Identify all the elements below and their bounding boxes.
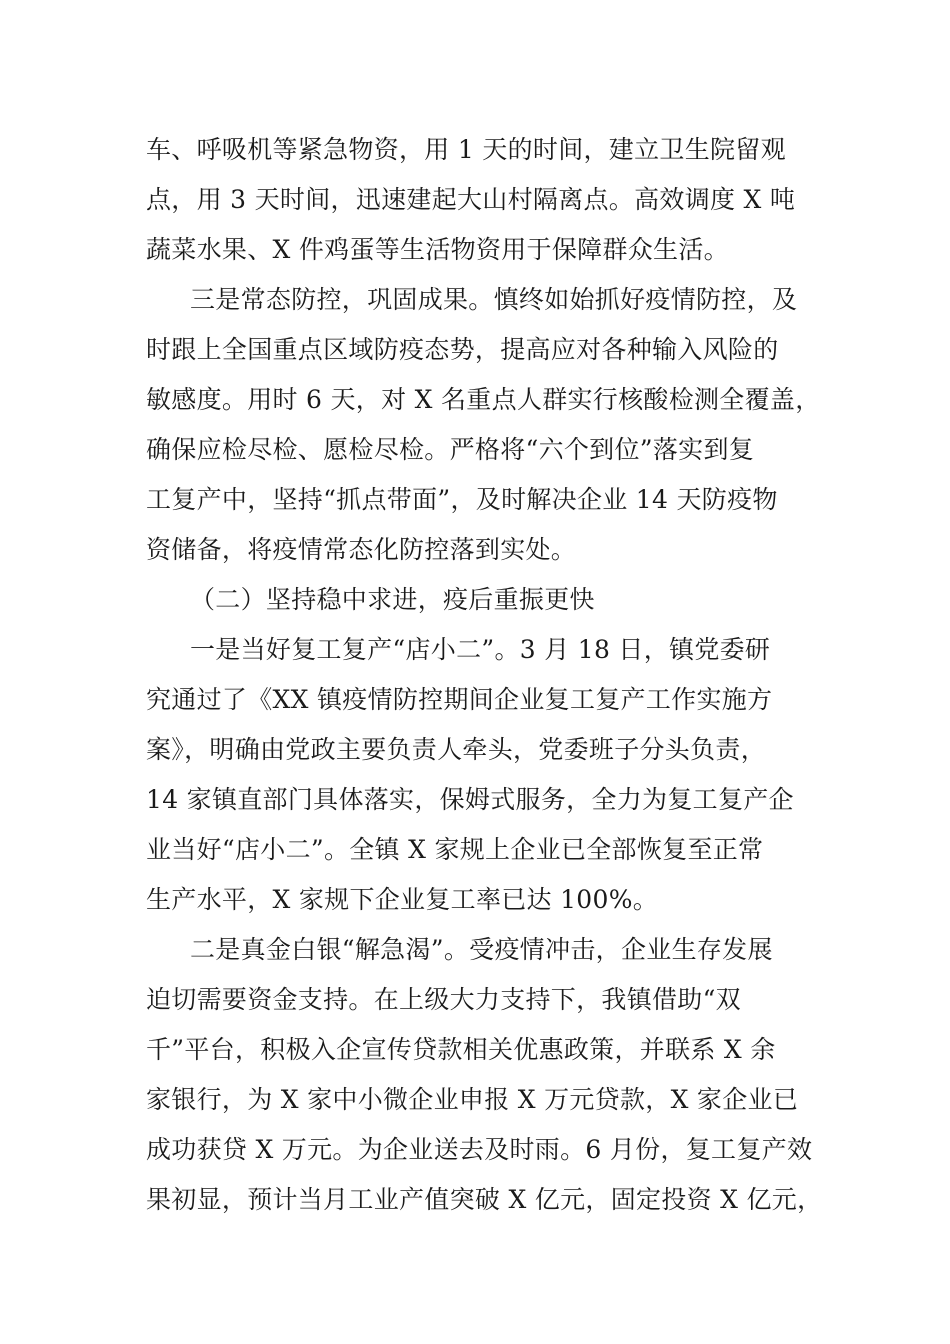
- paragraph-start-line: 三是常态防控，巩固成果。慎终如始抓好疫情防控，及: [190, 285, 798, 314]
- text-line: 工复产中，坚持“抓点带面”，及时解决企业 14 天防疫物: [146, 485, 778, 514]
- text-line: 成功获贷 X 万元。为企业送去及时雨。6 月份，复工复产效: [146, 1135, 813, 1164]
- text-line: 点，用 3 天时间，迅速建起大山村隔离点。高效调度 X 吨: [146, 185, 796, 214]
- text-line: 敏感度。用时 6 天，对 X 名重点人群实行核酸检测全覆盖，: [146, 385, 821, 414]
- section-heading: （二）坚持稳中求进，疫后重振更快: [190, 585, 595, 614]
- text-line: 迫切需要资金支持。在上级大力支持下，我镇借助“双: [146, 985, 741, 1014]
- text-line: 生产水平，X 家规下企业复工率已达 100%。: [146, 885, 659, 914]
- text-line: 蔬菜水果、X 件鸡蛋等生活物资用于保障群众生活。: [146, 235, 729, 264]
- text-line: 业当好“店小二”。全镇 X 家规上企业已全部恢复至正常: [146, 835, 764, 864]
- text-line: 时跟上全国重点区域防疫态势，提高应对各种输入风险的: [146, 335, 779, 364]
- paragraph-start-line: 二是真金白银“解急渴”。受疫情冲击，企业生存发展: [190, 935, 773, 964]
- text-line: 资储备，将疫情常态化防控落到实处。: [146, 535, 577, 564]
- text-line: 究通过了《XX 镇疫情防控期间企业复工复产工作实施方: [146, 685, 773, 714]
- text-line: 案》，明确由党政主要负责人牵头，党委班子分头负责，: [146, 735, 767, 764]
- text-line: 千”平台，积极入企宣传贷款相关优惠政策，并联系 X 余: [146, 1035, 776, 1064]
- text-line: 家银行，为 X 家中小微企业申报 X 万元贷款，X 家企业已: [146, 1085, 799, 1114]
- paragraph-start-line: 一是当好复工复产“店小二”。3 月 18 日，镇党委研: [190, 635, 771, 664]
- text-line: 车、呼吸机等紧急物资，用 1 天的时间，建立卫生院留观: [146, 135, 786, 164]
- text-line: 果初显，预计当月工业产值突破 X 亿元，固定投资 X 亿元，: [146, 1185, 823, 1214]
- text-line: 14 家镇直部门具体落实，保姆式服务，全力为复工复产企: [146, 785, 794, 814]
- text-line: 确保应检尽检、愿检尽检。严格将“六个到位”落实到复: [146, 435, 755, 464]
